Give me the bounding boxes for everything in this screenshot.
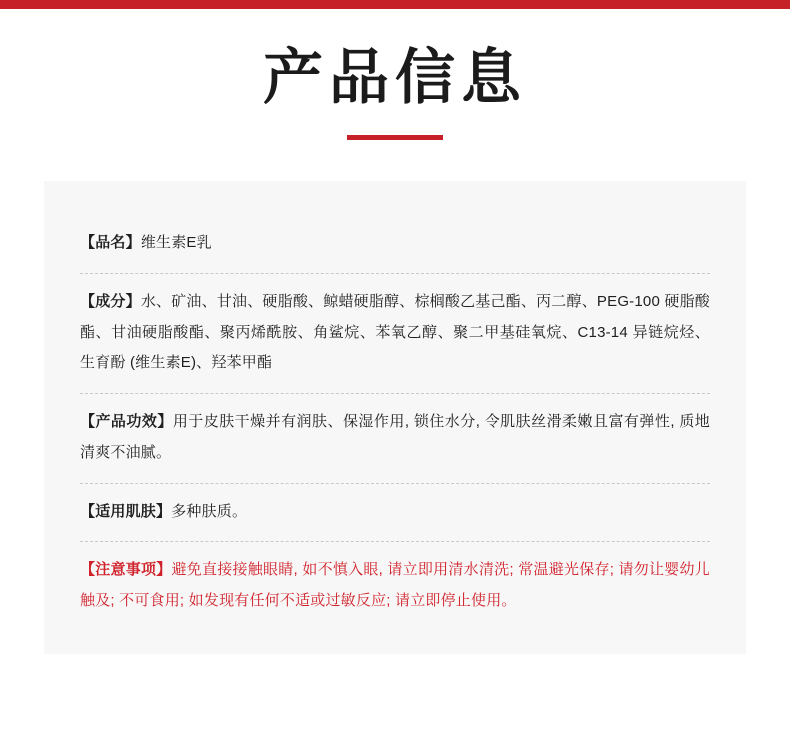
title-underline [347,135,443,140]
info-row-skin-type [80,484,710,543]
product-info-card [44,181,746,654]
top-accent-bar [0,0,790,9]
info-row-product-name [80,215,710,274]
info-row-label: 【品名】 [80,234,141,251]
page-header [0,9,790,140]
info-row-label: 【产品功效】 [80,413,173,430]
info-row-value: 用于皮肤干燥并有润肤、保湿作用, 锁住水分, 令肌肤丝滑柔嫩且富有弹性, 质地清爽不油腻。 [80,413,710,461]
info-row-efficacy [80,394,710,484]
info-row-label: 【适用肌肤】 [80,502,172,520]
product-info-list [80,215,710,631]
info-row-ingredients [80,274,710,394]
page-title: 产品信息 [263,43,527,113]
info-row-value: 水、矿油、甘油、硬脂酸、鲸蜡硬脂醇、棕榈酸乙基己酯、丙二醇、PEG-100 硬脂酸酯、甘油硬脂酸酯、聚丙烯酰胺、角鲨烷、苯氧乙醇、聚二甲基硅氧烷、C13-14 异链烷烃、生育酚 (维生素E)、羟苯甲酯 [80,292,710,372]
info-row-cautions [80,542,710,631]
info-row-label: 【成分】 [80,292,141,310]
info-row-label: 【注意事项】 [80,561,172,579]
info-row-value: 多种肤质。 [171,502,248,520]
info-row-value: 避免直接接触眼睛, 如不慎入眼, 请立即用清水清洗; 常温避光保存; 请勿让婴幼儿触及; 不可食用; 如发现有任何不适或过敏反应; 请立即停止使用。 [80,561,711,609]
product-info-page [0,9,790,741]
info-row-value: 维生素E乳 [140,234,212,251]
